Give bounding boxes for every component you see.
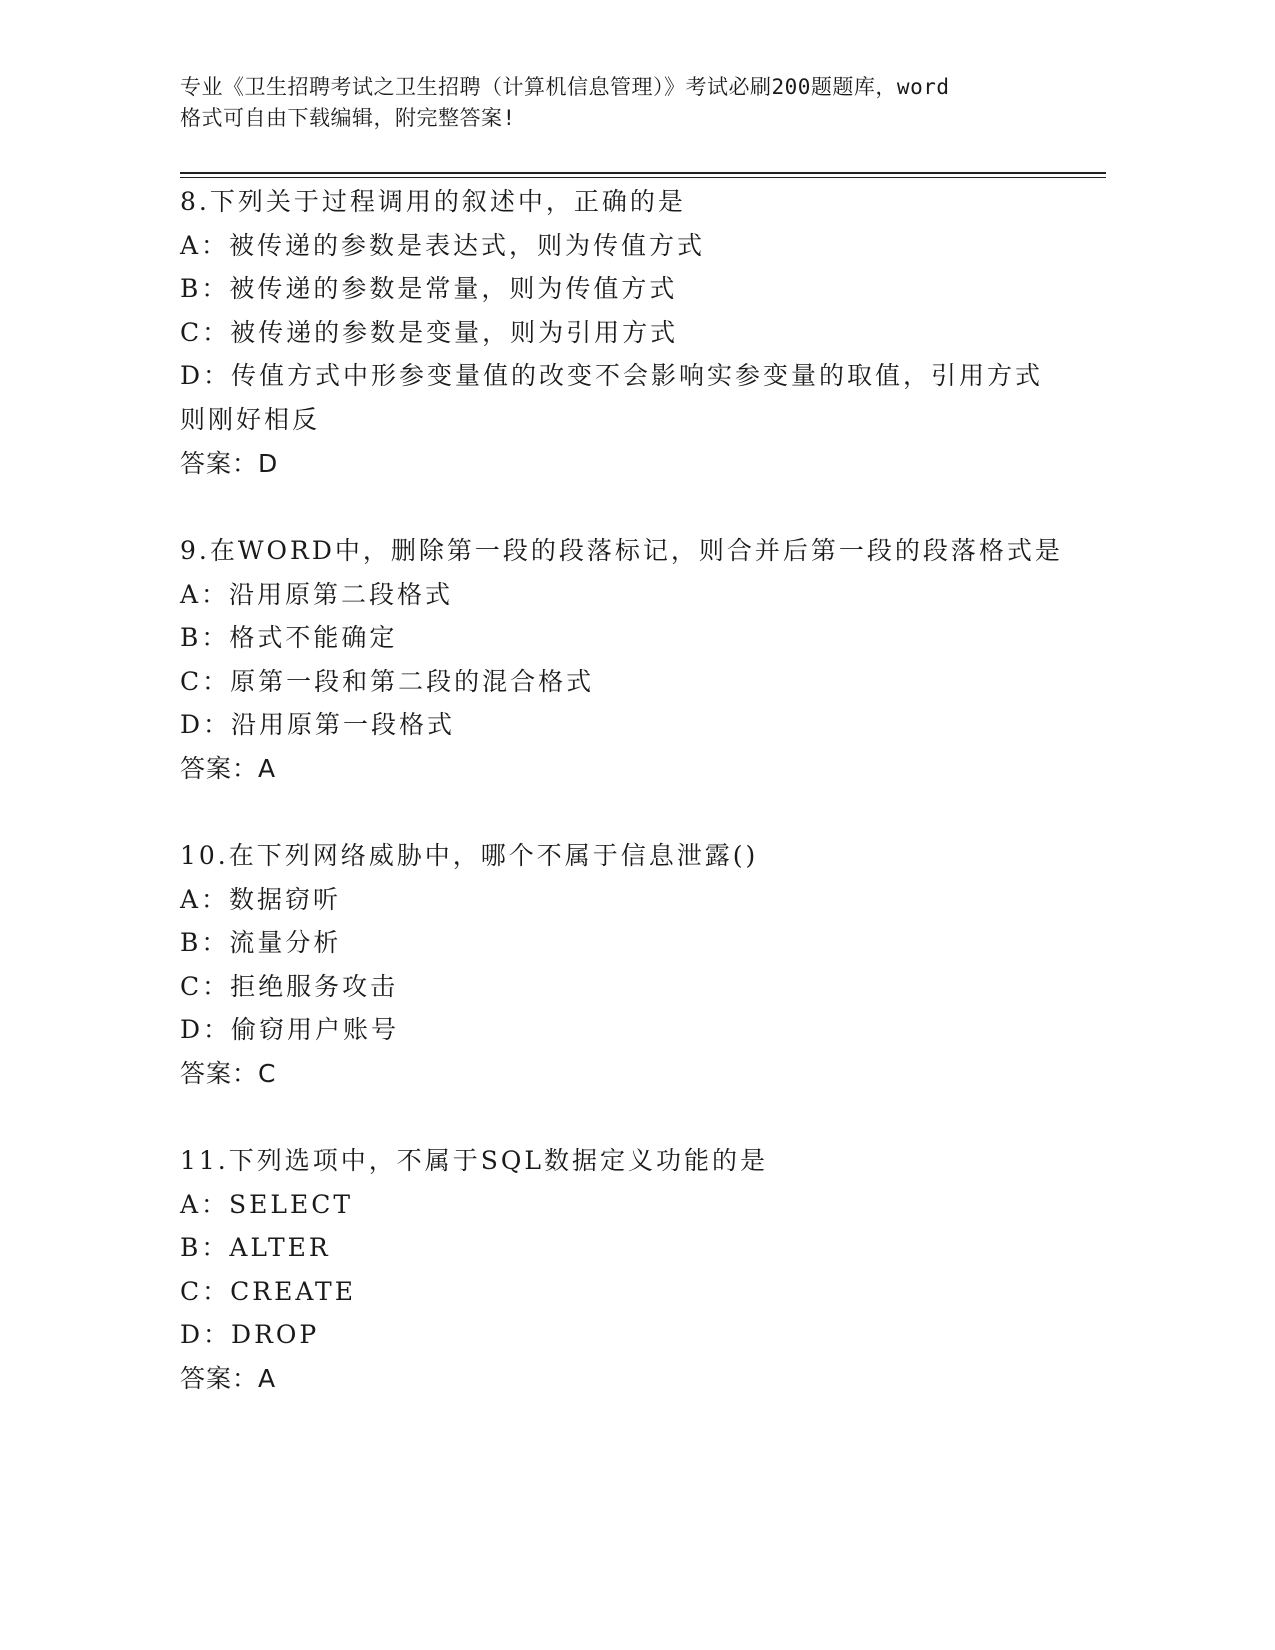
header-divider-thick (180, 172, 1106, 174)
question-11 (180, 1139, 1060, 1401)
header-divider-thin (180, 177, 1106, 178)
option-d: D：偷窃用户账号 (180, 1015, 400, 1045)
option-a: A：数据窃听 (180, 884, 342, 914)
option-a: A：SELECT (180, 1189, 354, 1219)
option-b: B：ALTER (180, 1233, 331, 1263)
header-title-line-2: 格式可自由下载编辑，附完整答案! (180, 106, 516, 130)
answer-label: 答案：D (180, 448, 279, 478)
option-d: D：DROP (180, 1320, 320, 1350)
question-9 (180, 529, 1063, 791)
question-8 (180, 180, 1060, 485)
option-a: A：被传递的参数是表达式，则为传值方式 (180, 230, 706, 260)
option-b: B：被传递的参数是常量，则为传值方式 (180, 274, 678, 304)
question-stem: 8.下列关于过程调用的叙述中，正确的是 (180, 187, 686, 216)
document-header (180, 72, 1060, 134)
option-c: C：原第一段和第二段的混合格式 (180, 666, 595, 696)
option-d: D：沿用原第一段格式 (180, 710, 456, 740)
option-b: B：格式不能确定 (180, 623, 398, 653)
answer-label: 答案：A (180, 1363, 277, 1393)
option-b: B：流量分析 (180, 928, 342, 958)
answer-label: 答案：C (180, 1058, 277, 1088)
question-stem: 11.下列选项中，不属于SQL数据定义功能的是 (180, 1146, 768, 1175)
option-c: C：拒绝服务攻击 (180, 971, 399, 1001)
option-d-continued: 则刚好相反 (180, 404, 321, 434)
option-d: D：传值方式中形参变量值的改变不会影响实参变量的取值，引用方式 (180, 361, 1044, 391)
question-stem: 10.在下列网络威胁中，哪个不属于信息泄露() (180, 841, 759, 870)
option-a: A：沿用原第二段格式 (180, 579, 454, 609)
option-c: C：被传递的参数是变量，则为引用方式 (180, 317, 679, 347)
answer-label: 答案：A (180, 753, 277, 783)
question-10 (180, 834, 1060, 1096)
option-c: C：CREATE (180, 1276, 356, 1306)
question-stem: 9.在WORD中，删除第一段的段落标记，则合并后第一段的段落格式是 (180, 536, 1063, 565)
header-title-line-1: 专业《卫生招聘考试之卫生招聘（计算机信息管理）》考试必刷200题题库，word (180, 75, 950, 99)
